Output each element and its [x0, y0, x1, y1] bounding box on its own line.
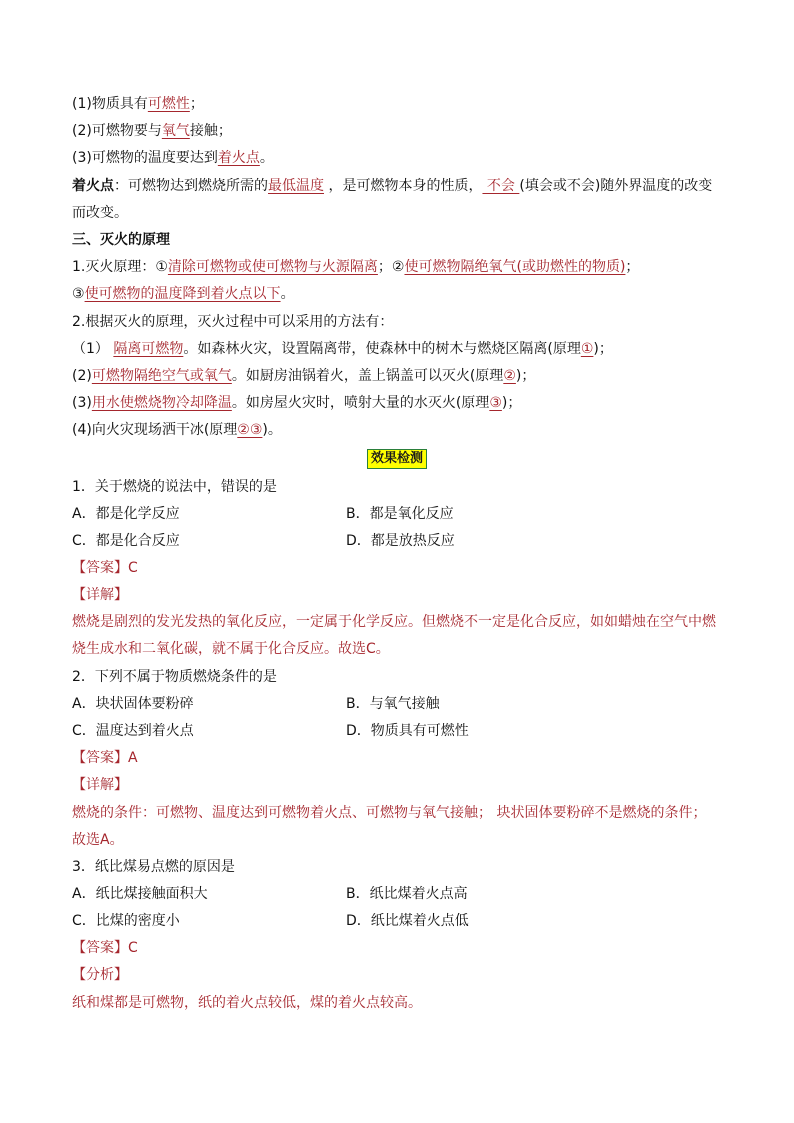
- term: 着火点: [72, 178, 114, 194]
- q3-option-d: D．纸比煤着火点低: [346, 913, 469, 929]
- q2-detail-1: [72, 803, 732, 823]
- text: (4)向火灾现场洒干冰(原理: [72, 422, 238, 438]
- text: )；: [515, 368, 536, 384]
- label: 【答案】: [72, 750, 128, 766]
- text: 。如房屋火灾时，喷射大量的水灭火(原理: [231, 395, 490, 411]
- text: ；②: [377, 259, 405, 275]
- principle-1: [72, 257, 732, 277]
- text: 纸和煤都是可燃物，纸的着火点较低，煤的着火点较高。: [72, 995, 422, 1011]
- condition-1: [72, 94, 732, 114]
- text: 1.灭火原理：①: [72, 259, 168, 275]
- text: 1．关于燃烧的说法中，错误的是: [72, 479, 277, 495]
- principle-ref: ①: [580, 341, 594, 357]
- text: )；: [593, 341, 613, 357]
- q1-option-d: D．都是放热反应: [346, 533, 455, 549]
- text: (3)可燃物的温度要达到: [72, 150, 218, 166]
- q3-option-c: C．比煤的密度小: [72, 913, 180, 929]
- question-2-stem: [72, 667, 732, 687]
- answer-blank: 最低温度: [268, 178, 324, 194]
- answer-blank: 可燃物隔绝空气或氧气: [91, 368, 232, 384]
- principle-1-cont: [72, 284, 732, 304]
- answer-blank: 着火点: [217, 150, 260, 166]
- principle-ref: ②③: [237, 422, 263, 438]
- q1-detail-label: [72, 585, 732, 605]
- label: 【分析】: [72, 967, 128, 983]
- text: 烧生成水和二氧化碳，就不属于化合反应。故选C。: [72, 641, 390, 657]
- text: (3): [72, 395, 92, 411]
- q3-option-b: B．纸比煤着火点高: [346, 886, 468, 902]
- methods-intro: [72, 312, 732, 332]
- text: 3．纸比煤易点燃的原因是: [72, 859, 235, 875]
- text: (1)物质具有: [72, 96, 148, 112]
- answer-value: C: [128, 940, 138, 956]
- label: 【答案】: [72, 560, 128, 576]
- text: 2.根据灭火的原理，灭火过程中可以采用的方法有：: [72, 314, 394, 330]
- text: 燃烧的条件：可燃物、温度达到可燃物着火点、可燃物与氧气接触； 块状固体要粉碎不是燃烧的条件；: [72, 805, 707, 821]
- q1-detail-1: [72, 612, 732, 632]
- q2-detail-2: [72, 830, 732, 850]
- section-banner: 效果检测: [367, 449, 427, 469]
- q3-option-a: A．纸比煤接触面积大: [72, 886, 208, 902]
- answer-value: A: [128, 750, 138, 766]
- section-heading: [72, 230, 732, 250]
- q2-detail-label: [72, 775, 732, 795]
- text: 。: [280, 286, 295, 302]
- answer-blank: 隔离可燃物: [113, 341, 184, 357]
- q2-option-b: B．与氧气接触: [346, 696, 440, 712]
- method-2: [72, 366, 732, 386]
- text: )。: [262, 422, 282, 438]
- q1-answer: [72, 558, 732, 578]
- question-3-stem: [72, 857, 732, 877]
- method-3: [72, 393, 732, 413]
- answer-blank: 用水使燃烧物冷却降温: [91, 395, 232, 411]
- heading: 三、灭火的原理: [72, 232, 170, 248]
- answer-blank: 氧气: [161, 123, 190, 139]
- q1-option-c: C．都是化合反应: [72, 533, 180, 549]
- principle-ref: ②: [503, 368, 516, 384]
- q3-answer: [72, 938, 732, 958]
- text: ，是可燃物本身的性质，: [324, 178, 483, 194]
- text: 故选A。: [72, 832, 124, 848]
- condition-3: [72, 148, 732, 168]
- ignition-definition-cont: [72, 203, 732, 223]
- text: (2)可燃物要与: [72, 123, 162, 139]
- label: 【答案】: [72, 940, 128, 956]
- text: (2): [72, 368, 92, 384]
- answer-blank: 使可燃物隔绝氧气(或助燃性的物质): [404, 259, 626, 275]
- method-1: [72, 339, 732, 359]
- text: 。如森林火灾，设置隔离带，使森林中的树木与燃烧区隔离(原理: [183, 341, 581, 357]
- answer-blank: 可燃性: [147, 96, 190, 112]
- text: ；: [189, 96, 204, 112]
- text: ③: [72, 286, 85, 302]
- text: 2．下列不属于物质燃烧条件的是: [72, 669, 277, 685]
- text: )；: [501, 395, 522, 411]
- q3-analysis-1: [72, 993, 732, 1013]
- principle-ref: ③: [489, 395, 502, 411]
- condition-2: [72, 121, 732, 141]
- q2-option-a: A．块状固体要粉碎: [72, 696, 194, 712]
- text: 而改变。: [72, 205, 128, 221]
- q1-option-b: B．都是氧化反应: [346, 506, 454, 522]
- text: 。如厨房油锅着火，盖上锅盖可以灭火(原理: [231, 368, 504, 384]
- q1-option-a: A．都是化学反应: [72, 506, 180, 522]
- q1-detail-2: [72, 639, 732, 659]
- answer-blank: 使可燃物的温度降到着火点以下: [84, 286, 281, 302]
- q2-answer: [72, 748, 732, 768]
- method-4: [72, 420, 732, 440]
- label: 【详解】: [72, 587, 128, 603]
- text: 接触；: [189, 123, 232, 139]
- answer-blank: 不会: [482, 178, 520, 194]
- question-1-stem: [72, 477, 732, 497]
- label: 【详解】: [72, 777, 128, 793]
- text: (填会或不会)随外界温度的改变: [519, 178, 713, 194]
- q3-analysis-label: [72, 965, 732, 985]
- text: （1）: [72, 341, 114, 357]
- text: 。: [259, 150, 274, 166]
- q2-option-c: C．温度达到着火点: [72, 723, 194, 739]
- answer-value: C: [128, 560, 138, 576]
- answer-blank: 清除可燃物或使可燃物与火源隔离: [167, 259, 378, 275]
- text: ；: [625, 259, 640, 275]
- text: 燃烧是剧烈的发光发热的氧化反应，一定属于化学反应。但燃烧不一定是化合反应，如如蜡烛在空气中燃: [72, 614, 716, 630]
- q2-option-d: D．物质具有可燃性: [346, 723, 469, 739]
- text: ：可燃物达到燃烧所需的: [114, 178, 268, 194]
- ignition-definition: [72, 176, 732, 196]
